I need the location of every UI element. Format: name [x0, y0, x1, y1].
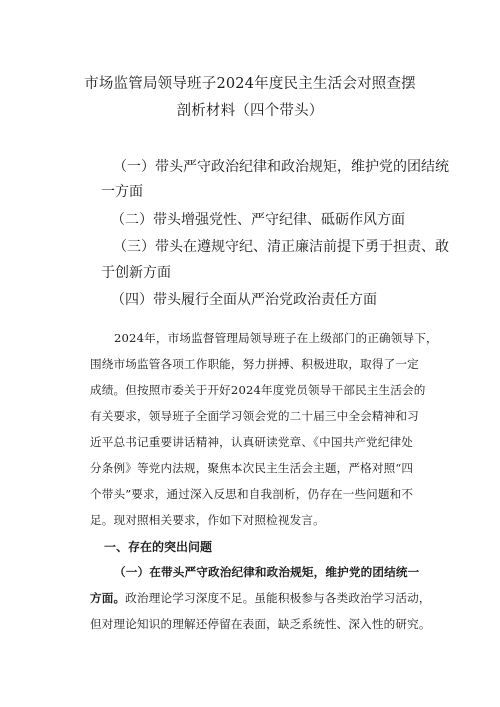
intro-line: 有关要求，领导班子全面学习领会党的二十届三中全会精神和习: [90, 409, 419, 423]
document-title: 市场监管局领导班子2024年度民主生活会对照查摆: [84, 76, 416, 92]
sub-body-line: 但对理论知识的理解还停留在表面，缺乏系统性、深入性的研究。: [90, 617, 431, 631]
intro-line: 围绕市场监管各项工作职能，努力拼搏、积极进取，取得了一定: [90, 357, 419, 371]
toc-item-4: （四）带头履行全面从严治党政治责任方面: [111, 292, 377, 308]
intro-line: 近平总书记重要讲话精神，认真研读党章、《中国共产党纪律处: [90, 435, 414, 449]
sub-body-line: [90, 590, 431, 606]
sub-heading: （一）在带头严守政治纪律和政治规矩，维护党的团结统一: [114, 565, 420, 579]
sub-body-text: 政治理论学习深度不足。虽能积极参与各类政治学习活动，: [125, 591, 431, 605]
toc-item-2: （二）带头增强党性、严守纪律、砥砺作风方面: [111, 212, 405, 228]
toc-item-1-cont: 一方面: [101, 184, 143, 200]
toc-item-1: （一）带头严守政治纪律和政治规矩，维护党的团结统: [113, 159, 449, 175]
intro-line: 个带头”要求，通过深入反思和自我剖析，仍存在一些问题和不: [90, 487, 414, 501]
toc-item-3: （三）带头在遵规守纪、清正廉洁前提下勇于担责、敢: [113, 239, 449, 255]
sub-heading-tail: 方面。: [90, 591, 126, 605]
intro-line: 成绩。但按照市委关于开好2024年度党员领导干部民主生活会的: [90, 383, 426, 397]
intro-line: 足。现对照相关要求，作如下对照检视发言。: [90, 513, 325, 527]
document-subtitle: 剖析材料（四个带头）: [176, 103, 324, 119]
intro-line: 2024年，市场监督管理局领导班子在上级部门的正确领导下，: [114, 331, 438, 345]
toc-item-3-cont: 于创新方面: [101, 265, 171, 281]
intro-line: 分条例》等党内法规，聚焦本次民主生活会主题，严格对照“四: [90, 461, 414, 475]
section-heading: 一、存在的突出问题: [104, 540, 213, 554]
